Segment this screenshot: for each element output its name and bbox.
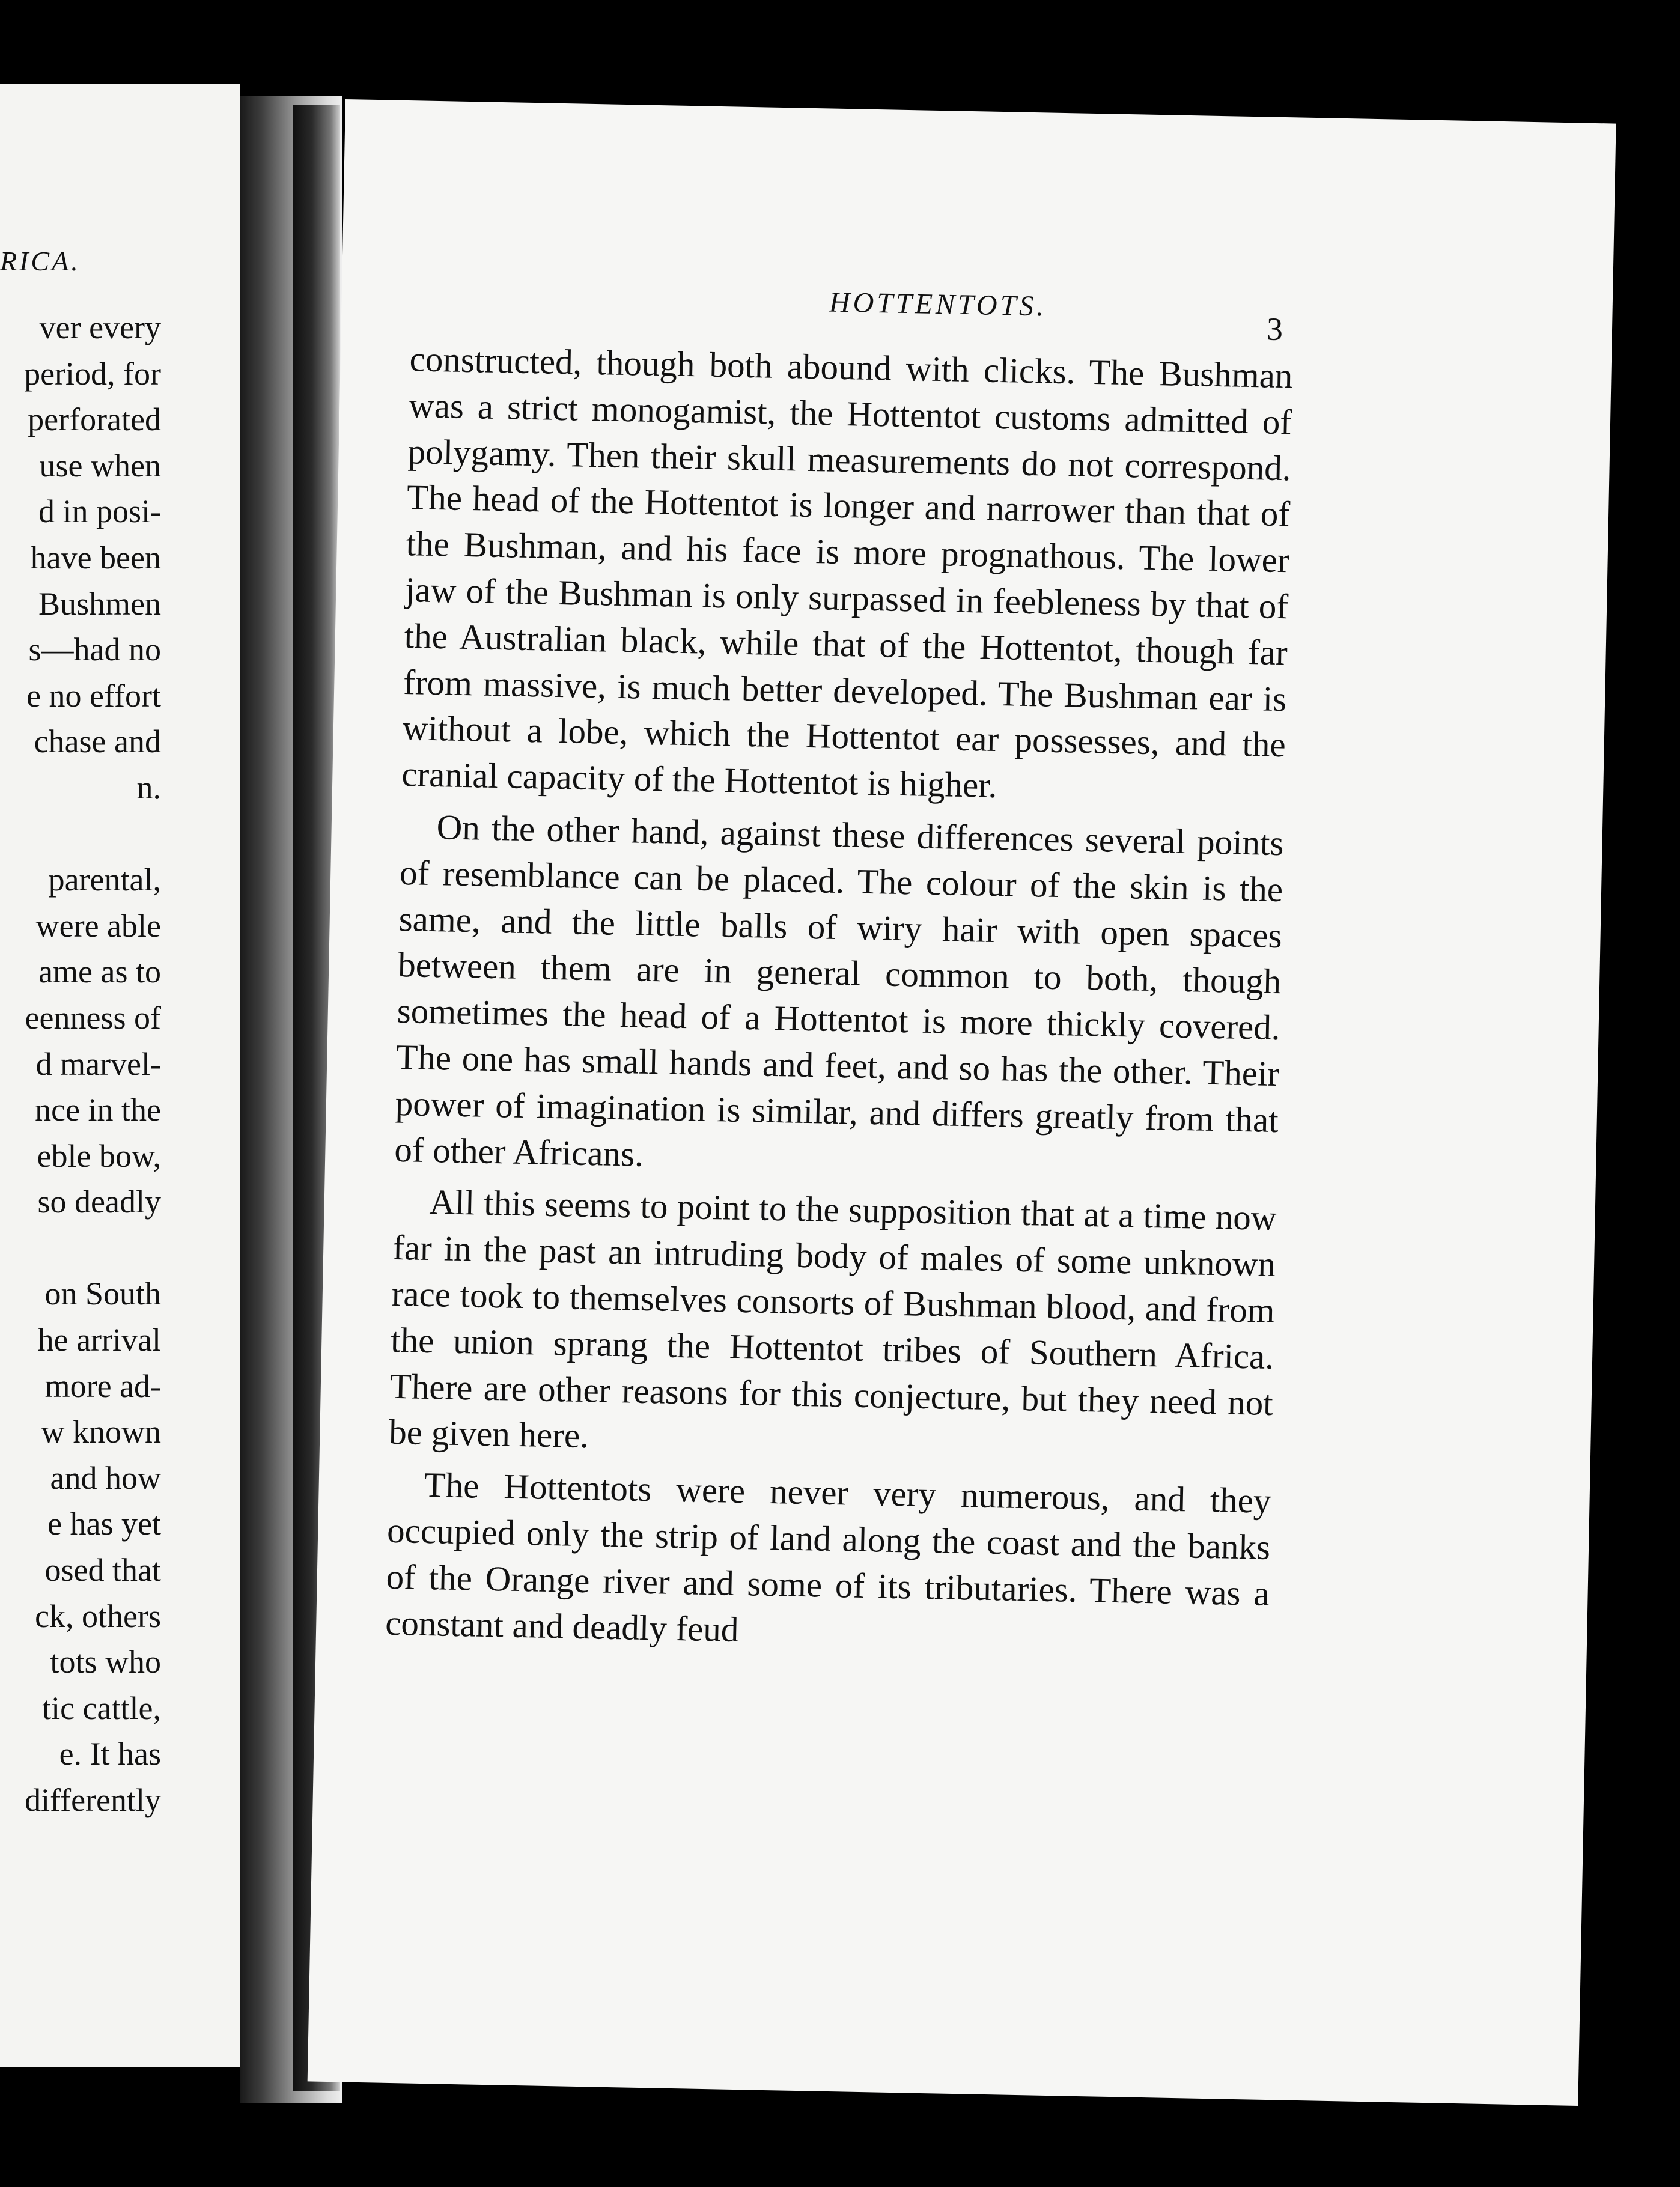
left-line: eble bow, bbox=[37, 1137, 161, 1174]
left-page bbox=[0, 84, 240, 2067]
left-line: d in posi- bbox=[38, 493, 161, 530]
paragraph: constructed, though both abound with clicks. The Bushman was a strict monogamist, the Hottentot customs admitted of polygamy. Then their skull measurements do not correspond. The head of the Hottentot is longer and narrower than that of the Bushman, and his face is more prognathous. The lower jaw of the Bushman is only surpassed in feebleness by that of the Australian black, while that of the Hottentot, though far from massive, is much better developed. The Bushman ear is without a lobe, which the Hottentot ear possesses, and the cranial capacity of the Hottentot is higher. bbox=[401, 339, 1294, 806]
paragraph: The Hottentots were never very numerous, and they occupied only the strip of land along the coast and the banks of the Orange river and some of its tributaries. There was a constant and deadly feud bbox=[385, 1465, 1272, 1649]
paragraph: On the other hand, against these differences several points of resemblance can be placed. The colour of the skin is the same, and the little balls of wiry hair with open spaces between them are in general common to both, though sometimes the head of a Hottentot is more thickly covered. The one has small hands and feet, and so has the other. Their power of imagination is similar, and differs greatly from that of other Africans. bbox=[394, 807, 1285, 1174]
left-line: on South bbox=[44, 1276, 161, 1312]
left-line: ck, others bbox=[35, 1598, 161, 1634]
left-line: n. bbox=[136, 769, 161, 806]
left-line: e has yet bbox=[47, 1506, 161, 1542]
left-line: e no effort bbox=[26, 677, 161, 714]
left-line: s—had no bbox=[28, 631, 161, 668]
left-line: and how bbox=[50, 1459, 161, 1496]
left-line: perforated bbox=[28, 401, 161, 438]
left-line: use when bbox=[39, 447, 161, 484]
left-line: nce in the bbox=[35, 1092, 161, 1128]
right-page bbox=[308, 99, 1616, 2106]
left-line bbox=[0, 1225, 161, 1271]
left-line: parental, bbox=[48, 862, 161, 898]
left-line: have been bbox=[30, 539, 161, 576]
left-line: Bushmen bbox=[38, 585, 161, 622]
left-line: differently bbox=[25, 1782, 161, 1818]
left-line: d marvel- bbox=[35, 1045, 161, 1082]
left-line: chase and bbox=[34, 723, 161, 760]
left-line: tots who bbox=[50, 1644, 161, 1681]
left-running-head: RICA. bbox=[0, 246, 81, 276]
running-head: HOTTENTOTS. bbox=[829, 286, 1047, 323]
paragraph: All this seems to point to the supposition that at a time now far in the past an intruding body of males of some unknown race took to themselves consorts of Bushman blood, and from the union sprang the Hottentot tribes of Southern Africa. There are other reasons for this conjecture, but they need not be given here. bbox=[388, 1182, 1277, 1456]
left-line: e. It has bbox=[59, 1736, 161, 1772]
left-line: were able bbox=[35, 907, 161, 944]
left-line: w known bbox=[41, 1414, 161, 1450]
left-line bbox=[0, 811, 161, 857]
left-line: tic cattle, bbox=[42, 1690, 161, 1726]
left-line: osed that bbox=[44, 1552, 161, 1589]
left-line: so deadly bbox=[37, 1184, 161, 1220]
left-line: period, for bbox=[24, 355, 161, 392]
left-line: ame as to bbox=[38, 954, 161, 990]
page-number: 3 bbox=[1266, 311, 1283, 348]
left-line: ver every bbox=[39, 309, 161, 345]
left-line: eenness of bbox=[25, 999, 161, 1036]
left-line: he arrival bbox=[37, 1322, 161, 1358]
body-text bbox=[385, 336, 1294, 1662]
left-line: more ad- bbox=[44, 1367, 161, 1404]
left-page-text bbox=[0, 305, 161, 1824]
